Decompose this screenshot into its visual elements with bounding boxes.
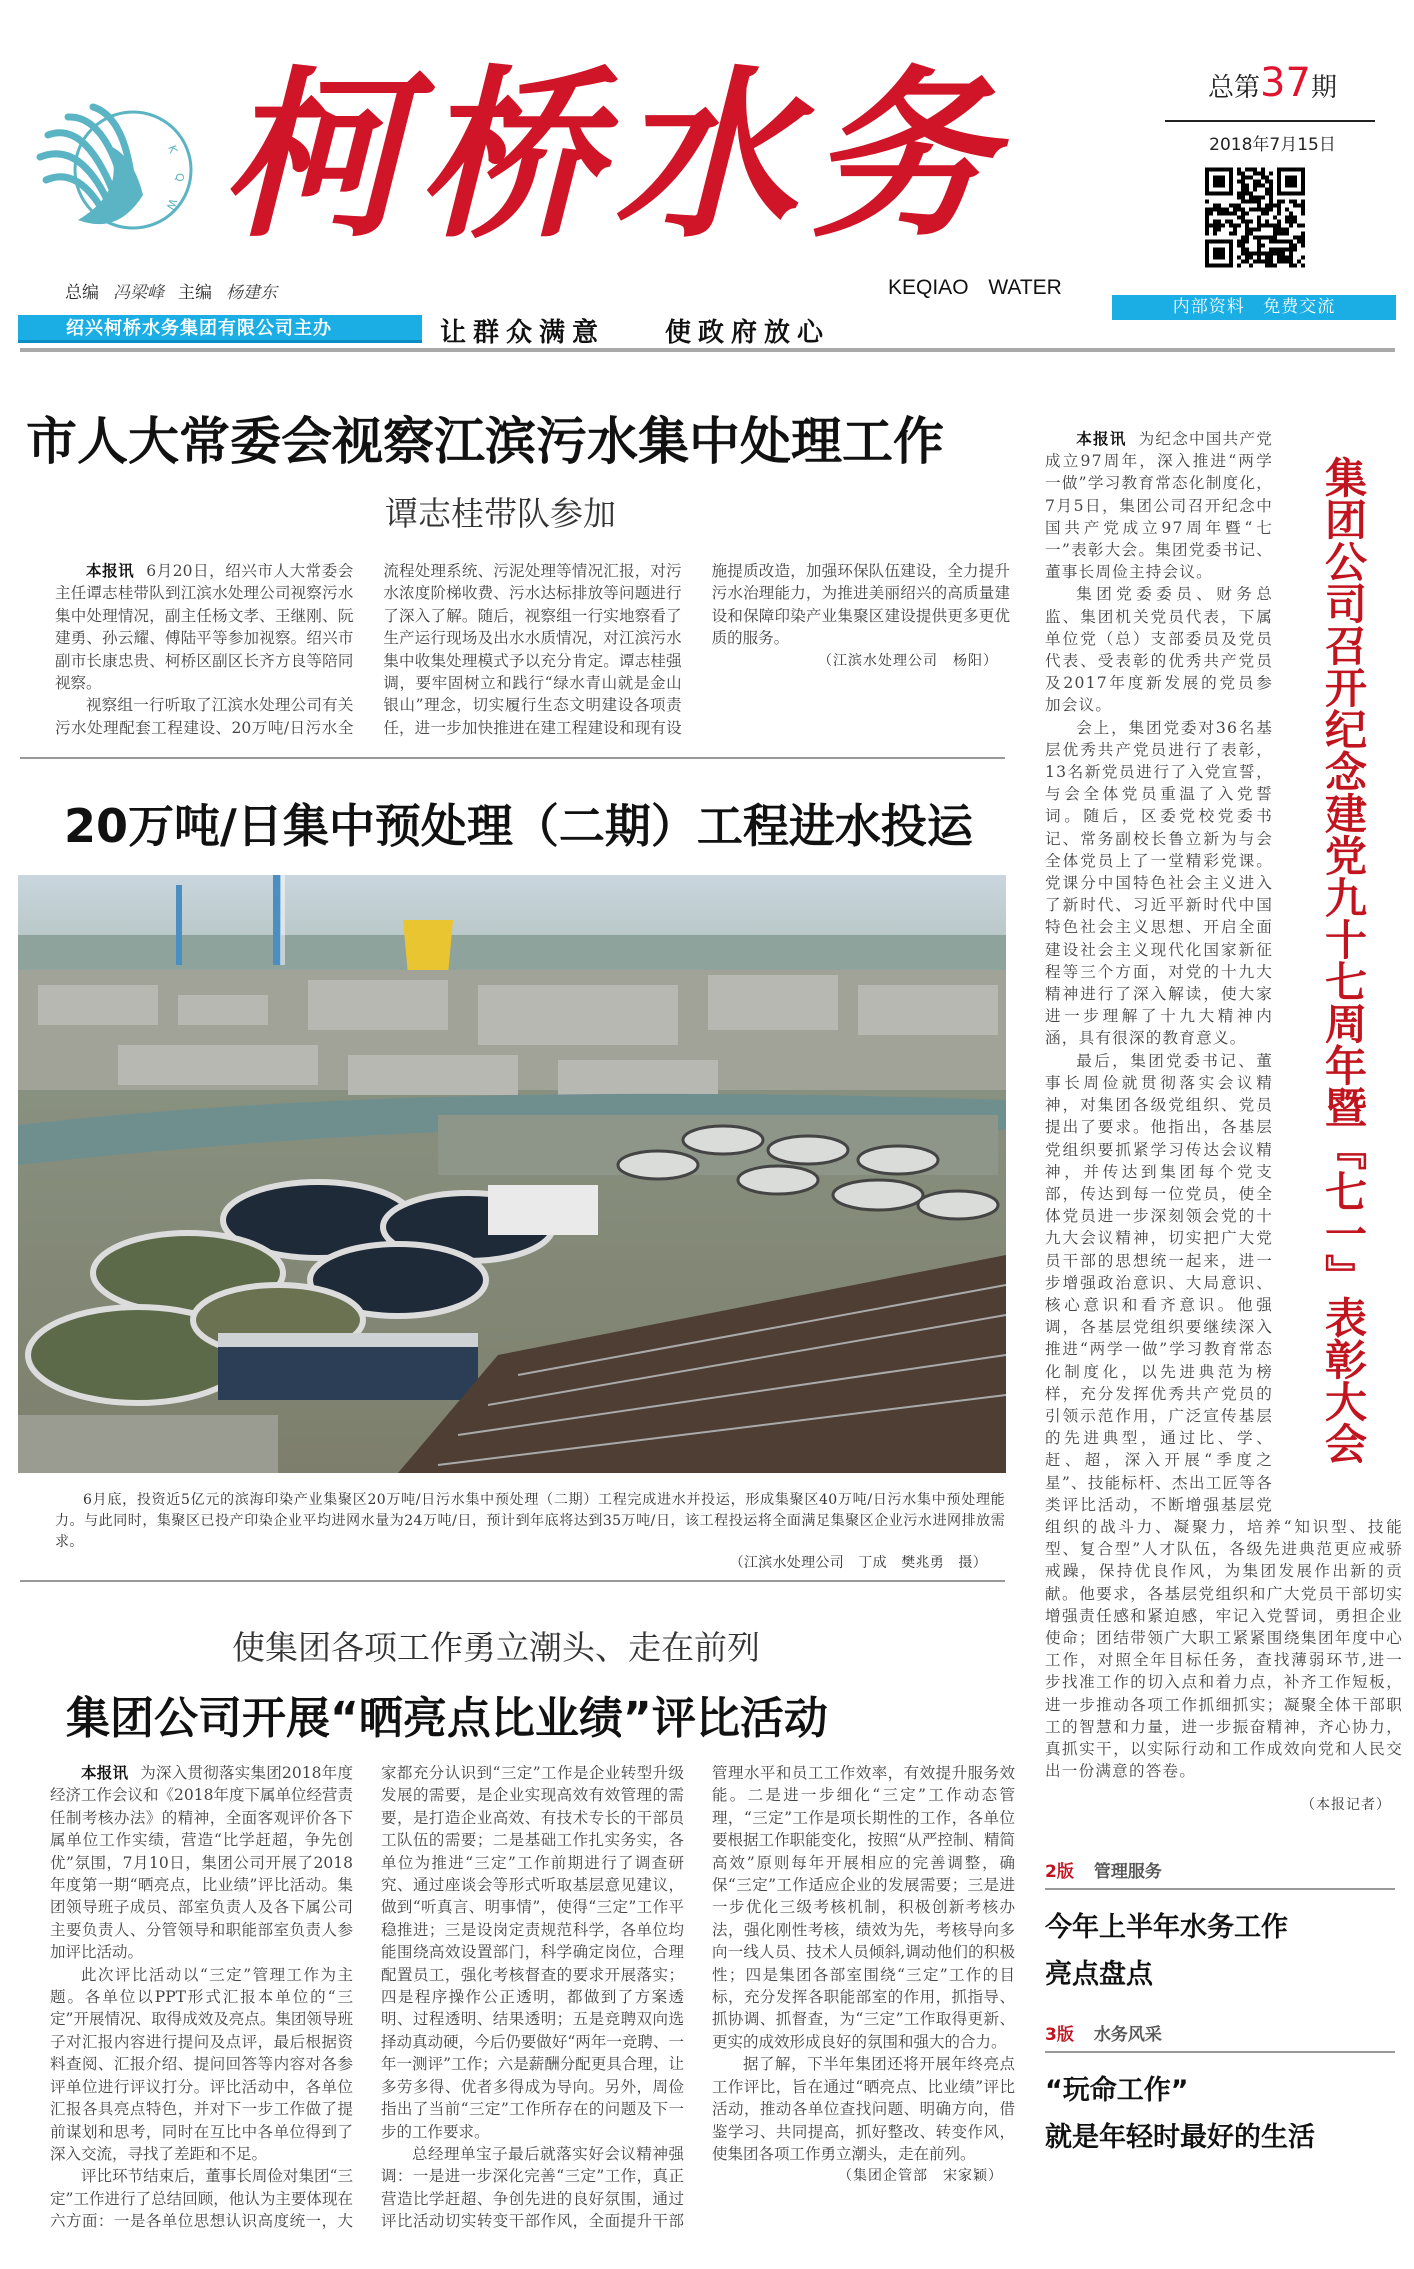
article3-headline: 集团公司开展“晒亮点比业绩”评比活动 [66, 1693, 828, 1744]
kqw-logo [18, 95, 193, 245]
teaser-line: 亮点盘点 [1045, 1958, 1153, 1990]
index-page-3[interactable] [1045, 2020, 1395, 2053]
paragraph: 据了解，下半年集团还将开展年终亮点工作评比，旨在通过“晒亮点、比业绩”评比活动，推动各单位查找问题、明确方向，借鉴学习、共同提高，抓好整改、转变作风，使集团各项工作勇立潮头，走在前列。 [712, 2055, 1015, 2163]
issue-suffix: 期 [1310, 73, 1337, 103]
slogan-2: 使政府放心 [665, 318, 831, 348]
paragraph [55, 560, 353, 694]
teaser-line: 就是年轻时最好的生活 [1045, 2121, 1315, 2153]
paragraph: 评比环节结束后，董事长周俭对集团“三定”工作进行了总结回顾，他认为主要体现在六方面：一是各单位思想认识高度统一，大家都充分认识到“三定”工作是企业转型升级发展的需要，是企业实现高效有效管理的需要，是打造企业高效、有技术专长的干部员工队伍的需要；二是基础工作扎实务实，各单位为推进“三定”工作前期进行了调查研究、通过座谈会等形式听取基层意见建议，做到“听真言、明事情”，使得“三定”工作平稳推进；三是设岗定责规范科学，各单位均能围绕高效设置部门，科学确定岗位，合理配置员工，强化考核督查的要求开展落实；四是程序操作公正透明，都做到了方案透明、过程透明、结果透明；五是竞聘双向选择动真动硬，今后仍要做好“两年一竞聘、一年一测评”工作；六是薪酬分配更具合理，让多劳多得、优者多得成为导向。另外，周俭指出了当前“三定”工作所存在的问题及下一步的工作要求。 [50, 1764, 684, 2231]
slogan [440, 312, 890, 349]
english-title: KEQIAO WATER [888, 276, 1062, 299]
index-page-2[interactable] [1045, 1857, 1395, 1890]
page-number: 2版 [1045, 1861, 1074, 1882]
paragraph-text: 为纪念中国共产党成立97周年，深入推进“两学一做”学习教育常态化制度化，7月5日，集团公司召开纪念中国共产党成立97周年暨“七一”表彰大会。集团党委书记、董事长周俭主持会议。 [1045, 430, 1273, 582]
svg-text:K: K [165, 143, 180, 155]
article3-kicker: 使集团各项工作勇立潮头、走在前列 [232, 1628, 760, 1667]
sponsor-bar: 绍兴柯桥水务集团有限公司主办 [18, 315, 422, 343]
slogan-1: 让群众满意 [440, 318, 606, 348]
dateline-tag: 本报讯 [81, 1764, 129, 1782]
issue-number [1170, 60, 1375, 106]
index-teaser-page-3[interactable] [1045, 2067, 1403, 2161]
issue-prefix: 总第 [1208, 73, 1261, 103]
article1-headline: 市人大常委会视察江滨污水集中处理工作 [26, 413, 945, 472]
article1-body [55, 560, 1010, 739]
article4-body [1045, 428, 1403, 1817]
paragraph [50, 1762, 353, 1964]
masthead-divider [20, 348, 1395, 352]
internal-note-bar: 内部资料 免费交流 [1112, 295, 1396, 320]
teaser-line: “玩命工作” [1045, 2074, 1189, 2106]
chief-editor: 杨建东 [226, 283, 277, 303]
divider [20, 757, 1005, 759]
issue-date: 2018年7月15日 [1209, 135, 1336, 155]
paragraph: 此次评比活动以“三定”管理工作为主题。各单位以PPT形式汇报本单位的“三定”开展情况、取得成效及亮点。集团领导班子对汇报内容进行提问及点评，最后根据资料查阅、汇报介绍、提问回答等内容对各参评单位进行评议打分。评比活动中，各单位汇报各具亮点特色，并对下一步工作做了提前谋划和思考，同时在互比中各单位得到了深入交流，寻找了差距和不足。 [50, 1965, 353, 2163]
caption-text: 6月底，投资近5亿元的滨海印染产业集聚区20万吨/日污水集中预处理（二期）工程完成进水并投运，形成集聚区40万吨/日污水集中预处理能力。与此同时，集聚区已投产印染企业平均进网水量为24万吨/日，预计到年底将达到35万吨/日，该工程投运将全面满足集聚区企业污水进网排放需求。 [55, 1492, 1005, 1550]
divider [20, 1580, 1005, 1582]
byline: （本报记者） [1301, 1797, 1391, 1814]
teaser-line: 今年上半年水务工作 [1045, 1911, 1288, 1943]
paragraph: 视察组一行听取了江滨水处理公司有关污水处理配套工程建设、20万吨/日污水全流程处理系统、污泥处理等情况汇报，对污水浓度阶梯收费、污水达标排放等问题进行了深入了解。随后，视察组一行实地察看了生产运行现场及出水水质情况，对江滨污水集中收集处理模式予以充分肯定。谭志桂强调，要牢固树立和践行“绿水青山就是金山银山”理念，切实履行生态文明建设各项责任，进一步加快推进在建工程建设和现有设施提质改造，加强环保队伍建设，全力提升污水治理能力，为推进美丽绍兴的高质量建设和保障印染产业集聚区建设提供更多更优质的服务。 [55, 562, 1010, 737]
treatment-plant-photo [18, 875, 1006, 1473]
dateline-tag: 本报讯 [1076, 430, 1127, 448]
paragraph: 会上，集团党委对36名基层优秀共产党员进行了表彰，13名新党员进行了入党宣誓，与会全体党员重温了入党誓词。随后，区委党校党委书记、常务副校长鲁立新为与会全体党员上了一堂精彩党课。党课分中国特色社会主义进入了新时代、习近平新时代中国特色社会主义思想、开启全面建设社会主义现代化国家新征程等三个方面，对党的十九大精神进行了深入解读，使大家进一步理解了十九大精神内涵，具有很深的教育意义。 [1045, 718, 1273, 1048]
masthead-title: 柯桥水务 [222, 48, 1006, 262]
paragraph-text: 为深入贯彻落实集团2018年度经济工作会议和《2018年度下属单位经营责任制考核办法》的精神，全面客观评价各下属单位工作实绩，营造“比学赶超，争先创优”氛围，7月10日，集团公司开展了2018年度第一期“晒亮点，比业绩”评比活动。集团领导班子成员、部室负责人及各下属公司主要负责人、分管领导和职能部室负责人参加评比活动。 [50, 1764, 353, 1962]
paragraph: 集团党委委员、财务总监、集团机关党员代表，下属单位党（总）支部委员及党员代表、受表彰的优秀共产党员及2017年度新发展的党员参加会议。 [1045, 585, 1273, 715]
article1-subheadline: 谭志桂带队参加 [385, 494, 616, 533]
index-teaser-page-2[interactable] [1045, 1904, 1403, 1998]
section-name: 水务风采 [1093, 2024, 1162, 2045]
article3-body [50, 1762, 1015, 2233]
editor-in-chief: 冯梁峰 [113, 283, 164, 303]
paragraph: 最后，集团党委书记、董事长周俭就贯彻落实会议精神，对集团各级党组织、党员提出了要求。他指出，各基层党组织要抓紧学习传达会议精神，并传达到集团每个党支部，传达到每一位党员，使全体党员进一步深刻领会党的十九大会议精神，切实把广大党员干部的思想统一起来，进一步增强政治意识、大局意识、核心意识和看齐意识。他强调，各基层党组织要继续深入推进“两学一做”学习教育常态化制度化，以先进典范为榜样，充分发挥优秀共产党员的引领示范作用，广泛宣传基层的先进典型，通过比、学、赶、超，深入开展“季度之星”、技能标杆、杰出工匠等各类评比活动，不断增强基层党组织的战斗力、凝聚力，培养“知识型、技能型、复合型”人才队伍，各级先进典范更应戒骄戒躁，保持优良作风，为集团发展作出新的贡献。他要求，各基层党组织和广大党员干部切实增强责任感和紧迫感，牢记入党誓词，勇担企业使命；团结带领广大职工紧紧围绕集团年度中心工作，对照全年目标任务，查找薄弱环节,进一步找准工作的切入点和着力点，补齐工作短板，进一步推动各项工作抓细抓实；凝聚全体干部职工的智慧和力量，进一步振奋精神，齐心协力，真抓实干，以实际行动和工作成效向党和人民交出一份满意的答卷。 [1045, 1051, 1403, 1781]
byline: （集团企管部 宋家颖） [838, 2168, 1003, 2185]
article2-headline: 20万吨/日集中预处理（二期）工程进水投运 [64, 799, 973, 853]
dateline-tag: 本报讯 [86, 562, 135, 580]
divider [1165, 120, 1375, 122]
svg-text:W: W [163, 196, 180, 212]
editor-in-chief-label: 总编 [65, 283, 99, 303]
editors-line [65, 278, 291, 303]
photo-caption [55, 1490, 1005, 1574]
qr-code-icon[interactable] [1205, 165, 1305, 270]
svg-text:Q: Q [173, 173, 186, 182]
section-name: 管理服务 [1093, 1861, 1162, 1882]
photo-credit: （江滨水处理公司 丁成 樊兆勇 摄） [729, 1555, 987, 1571]
paragraph: 总经理单宝子最后就落实好会议精神强调：一是进一步深化完善“三定”工作，真正营造比学赶超、争创先进的良好氛围，通过评比活动切实转变干部作风，全面提升干部管理水平和员工工作效率，有效提升服务效能。二是进一步细化“三定”工作动态管理，“三定”工作是项长期性的工作，各单位要根据工作职能变化，按照“从严控制、精简高效”原则每年开展相应的完善调整，确保“三定”工作适应企业的发展需要；三是进一步优化三级考核机制，积极创新考核办法，强化刚性考核，绩效为先，考核导向多向一线人员、技术人员倾斜,调动他们的积极性；四是集团各部室围绕“三定”工作的目标，充分发挥各职能部室的作用，抓指导、抓协调、抓督查，为“三定”工作取得更新、更实的成效形成良好的氛围和强大的合力。 [381, 1764, 1015, 2231]
page-number: 3版 [1045, 2024, 1074, 2045]
paragraph-text: 6月20日，绍兴市人大常委会主任谭志桂带队到江滨水处理公司视察污水集中处理情况，副主任杨文孝、王继刚、阮建勇、孙云耀、傅陆平等参加视察。绍兴市副市长康忠贵、柯桥区副区长齐方良等陪同视察。 [55, 562, 354, 693]
issue-value: 37 [1260, 60, 1311, 106]
right-column [1045, 428, 1403, 2161]
article4-headline: 集团公司召开纪念建党九十七周年暨『七一』表彰大会 [1319, 456, 1368, 1464]
byline: （江滨水处理公司 杨阳） [817, 652, 998, 669]
chief-editor-label: 主编 [178, 283, 212, 303]
